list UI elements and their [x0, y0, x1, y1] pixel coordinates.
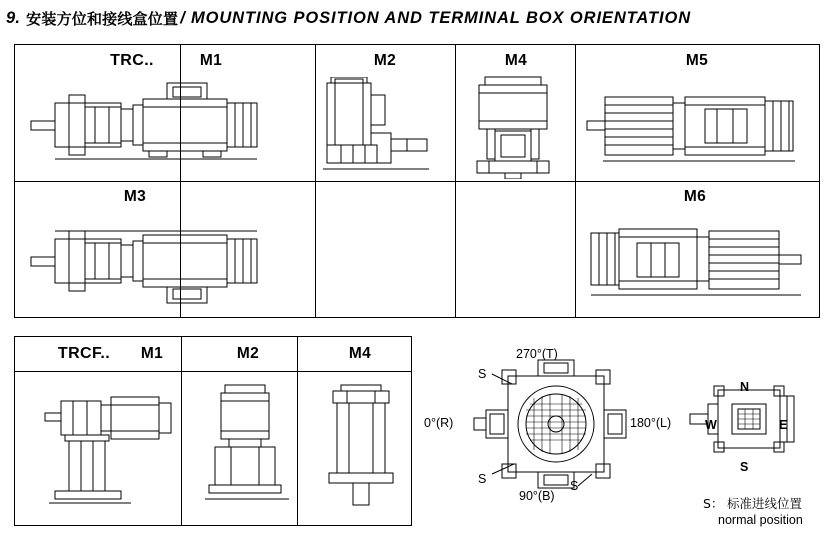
page-title: [6, 4, 830, 32]
table-divider: [15, 181, 819, 182]
cell-label-trcf-m2: M2: [236, 345, 260, 362]
cell-label-m1: M1: [199, 52, 223, 69]
cell-label-m4: M4: [504, 52, 528, 69]
page-title-separator: /: [180, 8, 185, 27]
cell-label-m3: M3: [123, 188, 147, 205]
legend-english: normal position: [718, 513, 803, 527]
orientation-marker-s-bottomright: S: [570, 479, 579, 493]
table-divider: [181, 337, 182, 525]
series-label-trcf: TRCF..: [57, 345, 111, 362]
drawing-trc-m3: [29, 217, 279, 307]
orientation-label-top: 270°(T): [516, 347, 558, 361]
orientation-marker-s-topleft: S: [478, 367, 487, 381]
legend-symbol: S：: [703, 496, 724, 511]
compass-label-south: S: [740, 460, 749, 474]
orientation-label-bottom: 90°(B): [519, 489, 555, 503]
cell-label-m2: M2: [373, 52, 397, 69]
orientation-marker-s-bottomleft: S: [478, 472, 487, 486]
orientation-label-right: 180°(L): [630, 416, 672, 430]
compass-label-west: W: [705, 418, 717, 432]
page-title-chinese: 安装方位和接线盒位置: [26, 9, 179, 28]
cell-label-trcf-m4: M4: [348, 345, 372, 362]
series-label-trc: TRC..: [110, 52, 154, 69]
drawing-trc-m6: [585, 215, 813, 309]
drawing-trc-m5: [585, 79, 813, 173]
table-divider: [15, 371, 411, 372]
drawing-trc-m2: [321, 77, 449, 177]
drawing-trcf-m2: [205, 381, 293, 513]
trc-mounting-table: [14, 44, 820, 318]
page-title-english: MOUNTING POSITION AND TERMINAL BOX ORIENTATION: [190, 8, 692, 27]
compass-label-north: N: [740, 380, 750, 394]
table-divider: [297, 337, 298, 525]
cell-label-m5: M5: [685, 52, 709, 69]
orientation-label-left: 0°(R): [424, 416, 454, 430]
drawing-trc-m4: [459, 75, 571, 179]
page-title-number: 9.: [6, 8, 21, 27]
legend-chinese: 标准进线位置: [727, 496, 803, 511]
compass-label-east: E: [779, 418, 788, 432]
drawing-trcf-m1: [39, 385, 175, 513]
cell-label-m6: M6: [683, 188, 707, 205]
cell-label-trcf-m1: M1: [140, 345, 164, 362]
drawing-trcf-m4: [315, 381, 407, 515]
trcf-mounting-table: [14, 336, 412, 526]
drawing-trc-m1: [29, 81, 279, 171]
